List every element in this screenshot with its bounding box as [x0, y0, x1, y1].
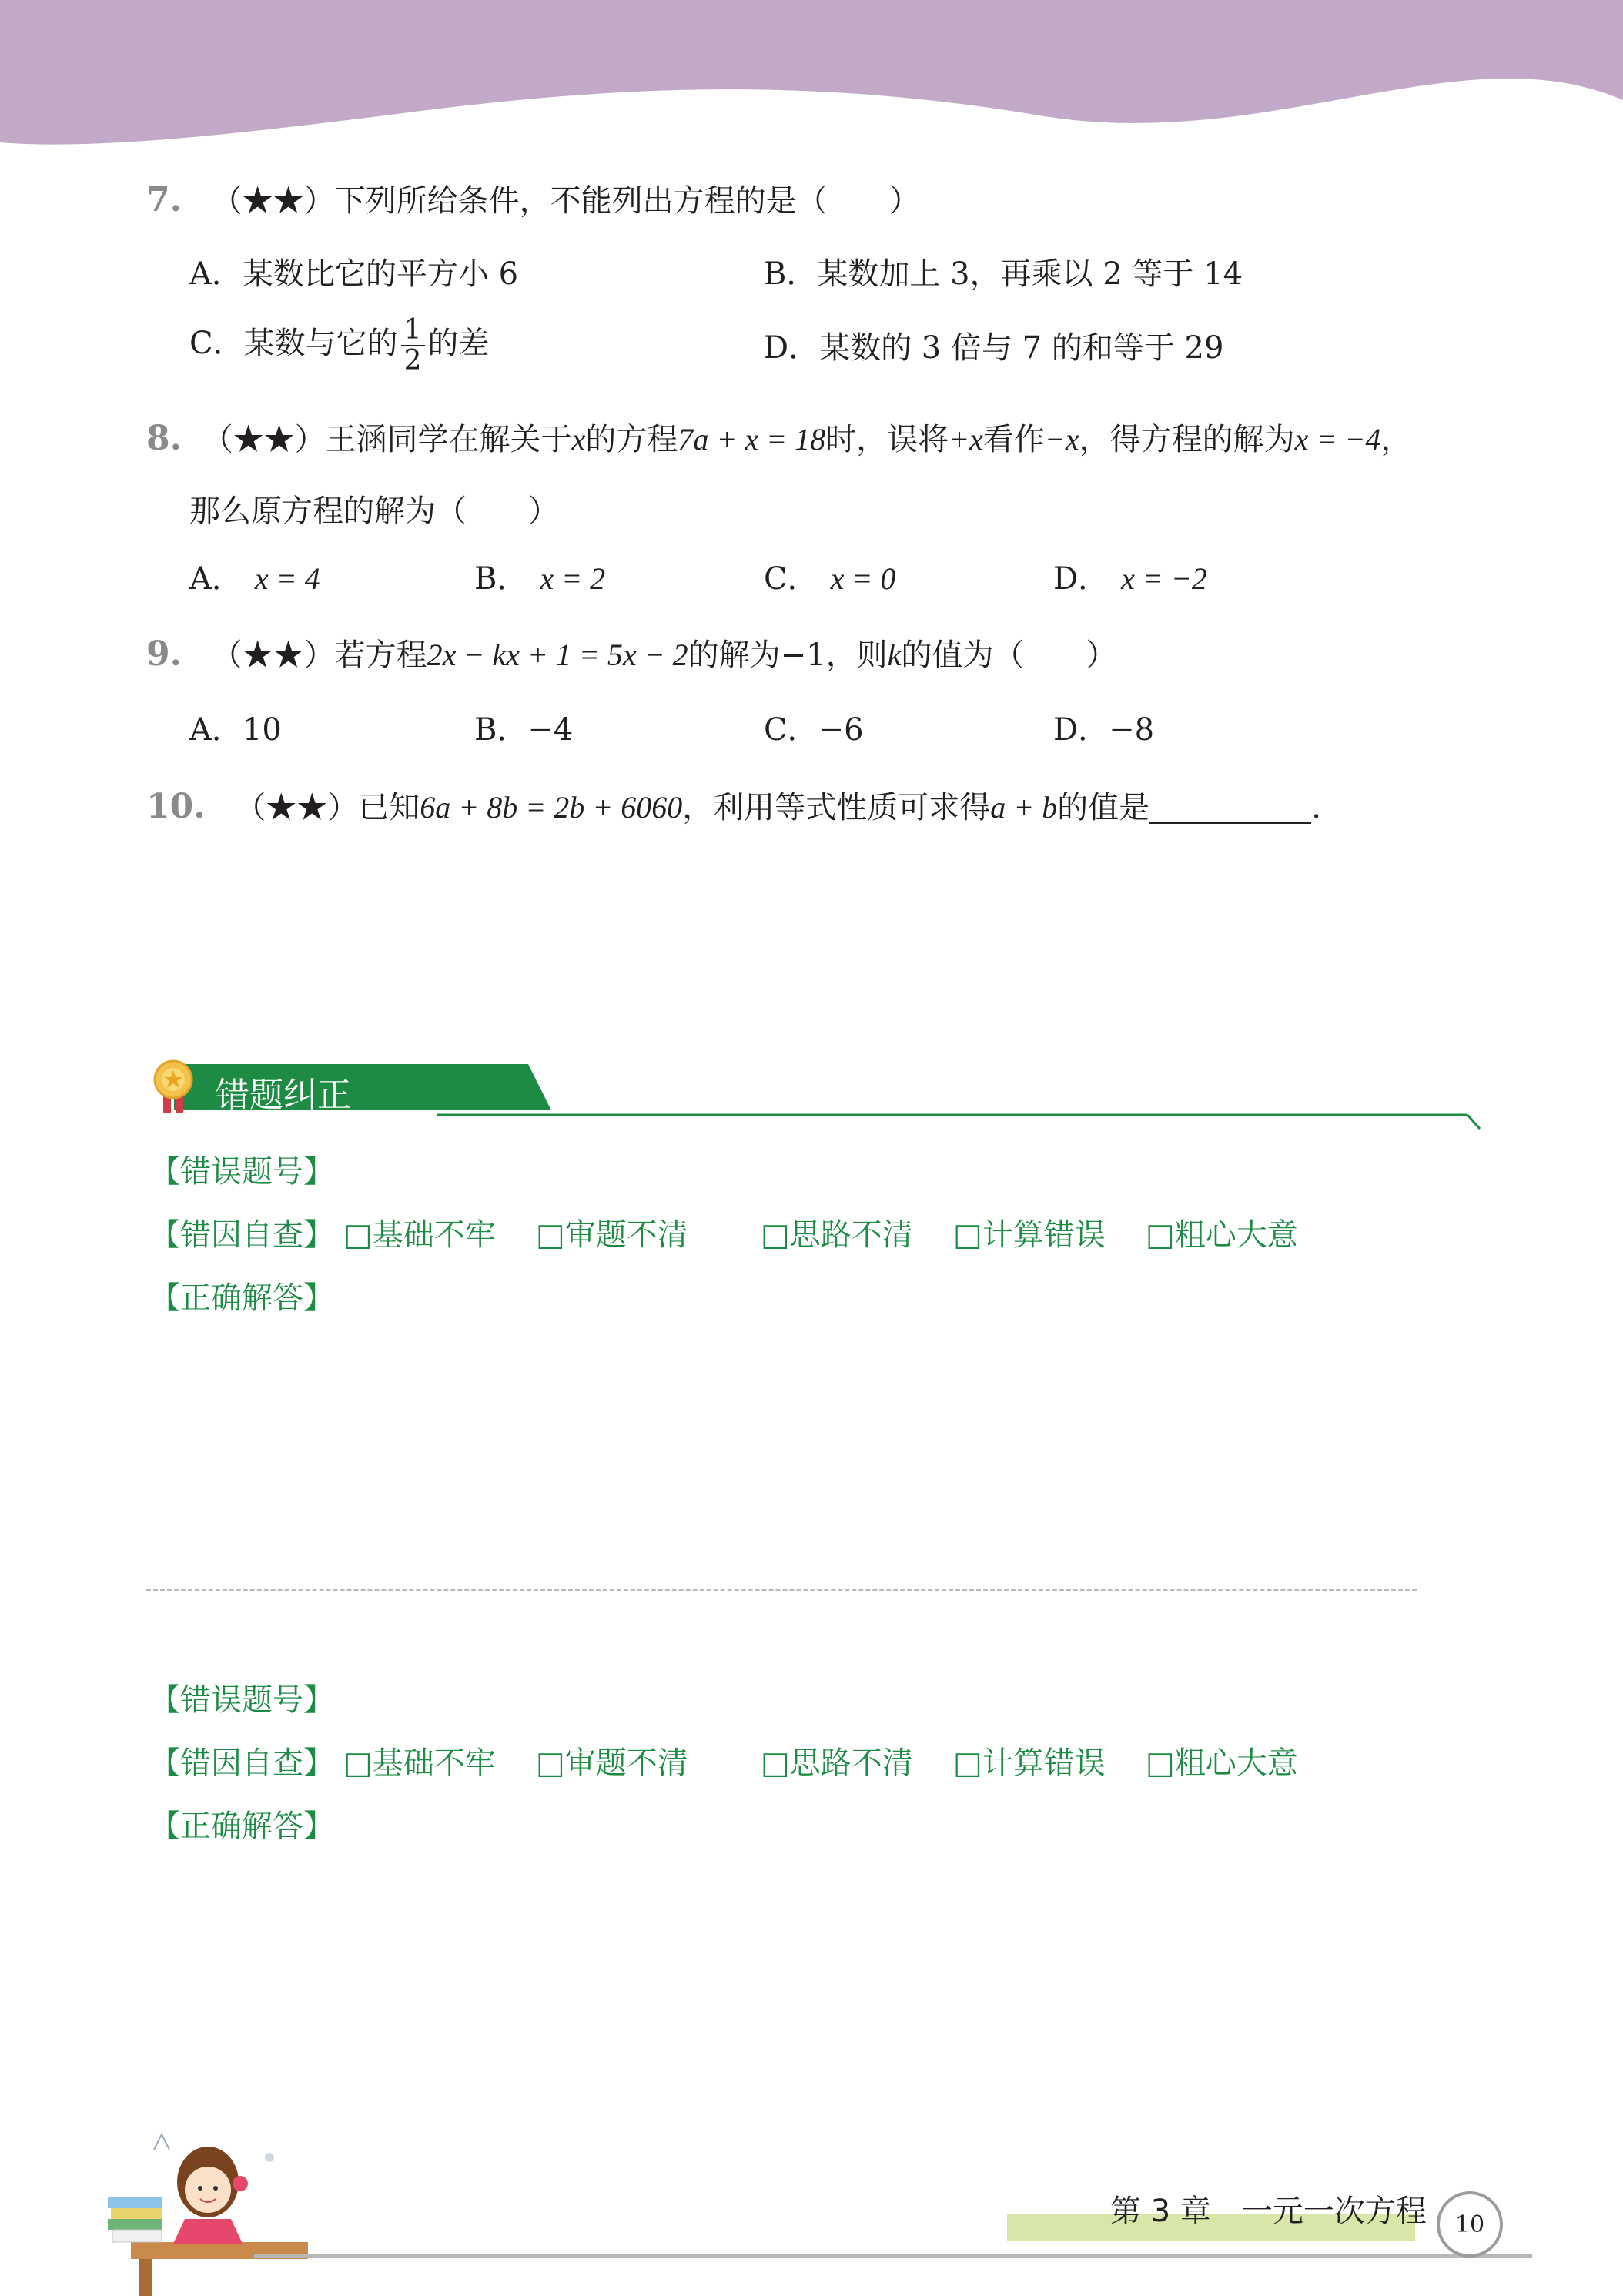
- question-stem: ，: [1380, 422, 1412, 457]
- question-stem: ，利用等式性质可求得: [682, 790, 991, 825]
- question-stem: ，得方程的解为: [1079, 422, 1295, 457]
- fraction-numerator: 1: [401, 316, 425, 346]
- question-stem: 时，误将: [825, 422, 949, 457]
- checkbox-misread-question[interactable]: □审题不清: [536, 1217, 688, 1253]
- math-expr: a + b: [990, 790, 1058, 825]
- math-var: k: [887, 638, 902, 672]
- dashed-divider: [146, 1589, 1417, 1591]
- q9-option-c: C．−6: [764, 712, 864, 748]
- question-stem: （★★）已知: [235, 790, 420, 825]
- correct-answer-label: 【正确解答】: [149, 1280, 334, 1316]
- question-number: 8.: [146, 419, 182, 458]
- option-label: A．: [189, 561, 243, 597]
- option-label: D．: [1053, 561, 1109, 597]
- question-stem: 看作: [982, 422, 1045, 457]
- section-rule: [436, 1101, 1483, 1132]
- section-title: 错题纠正: [216, 1076, 351, 1115]
- checkbox-unclear-approach[interactable]: □思路不清: [761, 1745, 913, 1781]
- q8-option-a: [189, 561, 320, 597]
- math-equation: 2x − kx + 1 = 5x − 2: [427, 638, 688, 672]
- question-stem: （★★）下列所给条件，不能列出方程的是（ ）: [211, 183, 920, 219]
- option-label: C．: [764, 561, 818, 597]
- checkbox-misread-question[interactable]: □审题不清: [536, 1745, 688, 1781]
- q7-option-a: A．某数比它的平方小 6: [189, 256, 519, 292]
- header-wave-banner: [0, 0, 1623, 154]
- question-7: [146, 180, 920, 219]
- self-check-label: 【错因自查】: [149, 1745, 334, 1781]
- question-stem: 的值是: [1057, 790, 1150, 825]
- question-stem: （★★）若方程: [211, 638, 427, 673]
- wrong-question-number-label: 【错误题号】: [149, 1682, 334, 1718]
- math-expr: −x: [1044, 422, 1079, 457]
- student-reading-illustration: [108, 2127, 316, 2296]
- error-self-check-row: [149, 1745, 334, 1781]
- option-text: C．某数与它的: [189, 325, 398, 361]
- fraction: [401, 316, 425, 376]
- medal-icon: [152, 1059, 196, 1115]
- option-math: x = 0: [830, 561, 896, 596]
- math-var: x: [571, 422, 586, 457]
- q9-option-d: D．−8: [1053, 712, 1155, 748]
- question-stem: 的方程: [585, 422, 678, 457]
- question-stem: （★★）王涵同学在解关于: [202, 422, 572, 457]
- checkbox-weak-basics[interactable]: □基础不牢: [343, 1745, 496, 1781]
- checkbox-calculation-error[interactable]: □计算错误: [953, 1217, 1106, 1253]
- q8-option-d: [1053, 561, 1207, 597]
- q7-option-b: B．某数加上 3，再乘以 2 等于 14: [764, 256, 1243, 292]
- footer-rule: [254, 2254, 1532, 2258]
- checkbox-weak-basics[interactable]: □基础不牢: [343, 1217, 496, 1253]
- question-number: 7.: [146, 180, 182, 219]
- q8-option-b: [474, 561, 606, 597]
- q8-option-c: [764, 561, 896, 597]
- fraction-denominator: 2: [403, 344, 422, 377]
- page-number: 10: [1437, 2191, 1503, 2258]
- answer-blank[interactable]: [1149, 795, 1311, 824]
- question-stem: 的解为−1，则: [688, 638, 888, 673]
- question-9: [146, 634, 1117, 674]
- option-math: x = 4: [254, 561, 320, 596]
- math-equation: 6a + 8b = 2b + 6060: [420, 790, 683, 825]
- q7-option-c: [189, 316, 490, 376]
- question-number: 9.: [146, 634, 182, 674]
- question-10: [146, 787, 1321, 826]
- checkbox-careless[interactable]: □粗心大意: [1146, 1217, 1298, 1253]
- question-8-line-2: 那么原方程的解为（ ）: [189, 494, 559, 529]
- option-math: x = 2: [540, 561, 606, 596]
- q9-option-b: B．−4: [474, 712, 574, 748]
- question-stem: .: [1311, 790, 1321, 825]
- q7-option-d: D．某数的 3 倍与 7 的和等于 29: [764, 330, 1224, 366]
- question-number: 10.: [146, 787, 206, 826]
- option-text: 的差: [427, 325, 490, 361]
- correct-answer-label: 【正确解答】: [149, 1809, 334, 1844]
- q9-option-a: A．10: [189, 712, 282, 748]
- error-self-check-row: [149, 1217, 334, 1253]
- math-equation: 7a + x = 18: [678, 422, 826, 457]
- question-stem: 的值为（ ）: [901, 638, 1117, 673]
- self-check-label: 【错因自查】: [149, 1217, 334, 1253]
- option-label: B．: [474, 561, 528, 597]
- checkbox-careless[interactable]: □粗心大意: [1146, 1745, 1298, 1781]
- chapter-title: 第 3 章 一元一次方程: [1110, 2194, 1427, 2229]
- checkbox-calculation-error[interactable]: □计算错误: [953, 1745, 1106, 1781]
- checkbox-unclear-approach[interactable]: □思路不清: [761, 1217, 913, 1253]
- math-equation: x = −4: [1294, 422, 1381, 457]
- wrong-question-number-label: 【错误题号】: [149, 1154, 334, 1190]
- option-math: x = −2: [1121, 561, 1207, 596]
- question-8: [146, 419, 1412, 458]
- math-expr: +x: [949, 422, 983, 457]
